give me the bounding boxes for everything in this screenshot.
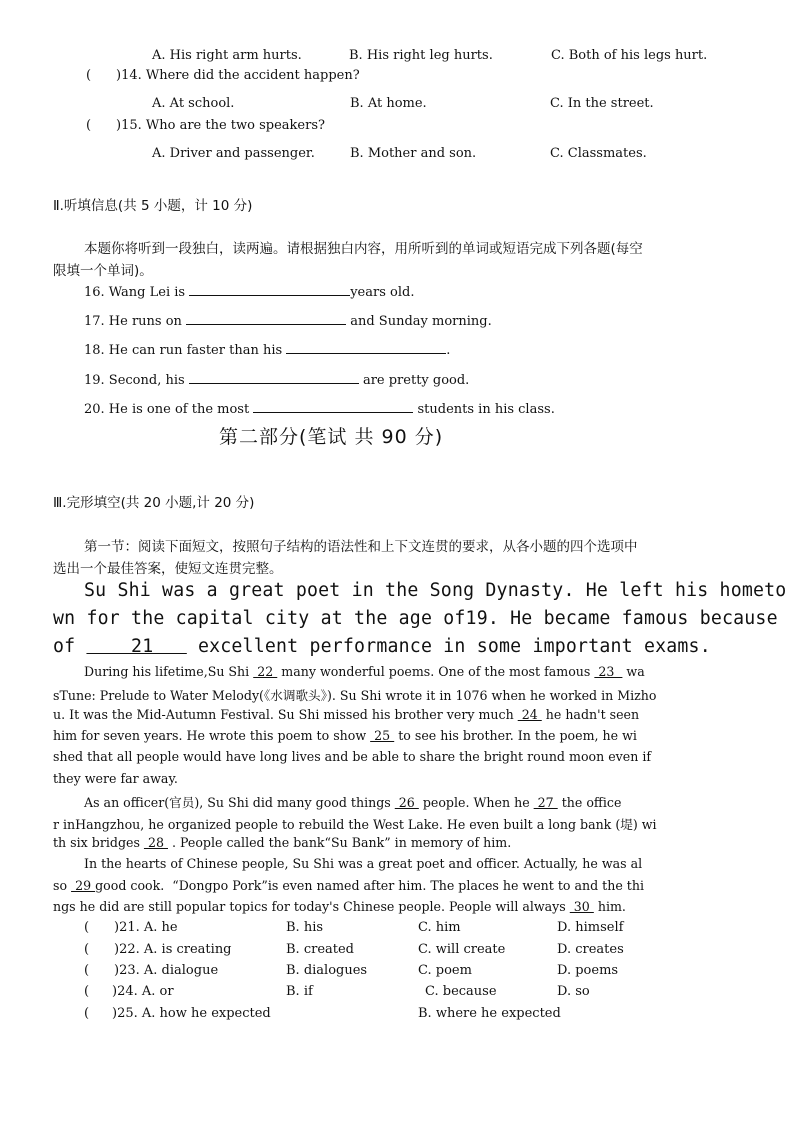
fill-item-text: students in his class. xyxy=(413,402,555,417)
q13-option-b: B. His right leg hurts. xyxy=(349,48,493,63)
q24-option-c: C. because xyxy=(425,984,497,999)
q22-option-b: B. created xyxy=(286,942,354,957)
answer-paren[interactable]: ( xyxy=(86,118,92,133)
question-25 xyxy=(84,1006,271,1021)
section-2-heading: Ⅱ.听填信息(共 5 小题，计 10 分) xyxy=(53,198,253,214)
fill-item-text: years old. xyxy=(350,285,415,300)
fill-item-text: and Sunday morning. xyxy=(346,314,492,329)
section-3-instruction-line1: 第一节：阅读下面短文，按照句子结构的语法性和上下文连贯的要求，从各小题的四个选项中 xyxy=(84,539,638,555)
blank-21[interactable]: 21 xyxy=(86,636,187,657)
passage-p3-line2 xyxy=(53,878,644,893)
fill-item-text: 16. Wang Lei is xyxy=(84,285,190,300)
passage-text: good cook. “Dongpo Pork”is even named after him. The places he went to and the thi xyxy=(95,878,645,893)
q21-option-c: C. him xyxy=(418,920,461,935)
blank-23[interactable]: 23 xyxy=(594,664,623,679)
q13-option-a: A. His right arm hurts. xyxy=(152,48,302,63)
fill-item-17 xyxy=(84,312,492,329)
question-24 xyxy=(84,984,174,999)
answer-paren[interactable]: ( xyxy=(86,68,92,83)
passage-text: As an officer(官员), Su Shi did many good things xyxy=(84,795,395,810)
blank-25[interactable]: 25 xyxy=(370,728,395,743)
answer-paren[interactable]: ( xyxy=(84,1006,90,1021)
fill-item-text: 18. He can run faster than his xyxy=(84,343,287,358)
passage-p3-line1: In the hearts of Chinese people, Su Shi was a great poet and officer. Actually, he was al xyxy=(84,856,643,871)
fill-item-19 xyxy=(84,371,469,388)
section-3-heading: Ⅲ.完形填空(共 20 小题,计 20 分) xyxy=(53,495,255,511)
answer-paren[interactable]: ( xyxy=(84,920,90,935)
passage-p3-line3 xyxy=(53,899,626,914)
passage-large-line1: Su Shi was a great poet in the Song Dynasty. He left his hometo xyxy=(84,580,787,601)
answer-blank[interactable] xyxy=(186,312,346,325)
q15-option-a: A. Driver and passenger. xyxy=(152,146,315,161)
passage-text: people. When he xyxy=(418,795,534,810)
q15-option-c: C. Classmates. xyxy=(550,146,647,161)
passage-p1-line2: sTune: Prelude to Water Melody(《水调歌头》). Su Shi wrote it in 1076 when he worked in Mizho xyxy=(53,688,657,703)
blank-22[interactable]: 22 xyxy=(253,664,278,679)
q14-option-b: B. At home. xyxy=(350,96,427,111)
q15-text: )15. Who are the two speakers? xyxy=(116,118,325,133)
q14-option-c: C. In the street. xyxy=(550,96,654,111)
fill-item-18 xyxy=(84,341,450,358)
q24-option-b: B. if xyxy=(286,984,313,999)
fill-item-text: . xyxy=(446,343,451,358)
fill-item-16 xyxy=(84,283,414,300)
passage-p1-line3 xyxy=(53,707,639,722)
passage-p2-line3 xyxy=(53,835,511,850)
passage-p1-line5: shed that all people would have long lives and be able to share the bright round moon even if xyxy=(53,749,652,764)
blank-27[interactable]: 27 xyxy=(533,795,558,810)
answer-blank[interactable] xyxy=(189,371,359,384)
passage-p2-line2: r inHangzhou, he organized people to rebuild the West Lake. He even built a long bank (堤) wi xyxy=(53,817,657,832)
passage-text: the office xyxy=(557,795,622,810)
passage-text: many wonderful poems. One of the most famous xyxy=(277,664,595,679)
fill-item-text: 17. He runs on xyxy=(84,314,187,329)
passage-p1-line4 xyxy=(53,728,637,743)
fill-item-20 xyxy=(84,400,555,417)
passage-large-line2: wn for the capital city at the age of19. He became famous because xyxy=(53,608,778,629)
blank-28[interactable]: 28 xyxy=(143,835,168,850)
q23-option-b: B. dialogues xyxy=(286,963,368,978)
fill-item-text: 19. Second, his xyxy=(84,373,189,388)
section-3-instruction-line2: 选出一个最佳答案，使短文连贯完整。 xyxy=(53,561,283,577)
q22-option-d: D. creates xyxy=(557,942,624,957)
fill-item-text: are pretty good. xyxy=(358,373,470,388)
q14-option-a: A. At school. xyxy=(152,96,235,111)
option-a: )22. A. is creating xyxy=(114,942,232,957)
fill-item-text: 20. He is one of the most xyxy=(84,402,254,417)
passage-text: During his lifetime,Su Shi xyxy=(84,664,254,679)
option-a: )21. A. he xyxy=(114,920,178,935)
answer-paren[interactable]: ( xyxy=(84,963,90,978)
passage-large-line3 xyxy=(53,636,711,657)
q21-option-b: B. his xyxy=(286,920,324,935)
answer-paren[interactable]: ( xyxy=(84,942,90,957)
blank-29[interactable]: 29 xyxy=(71,878,96,893)
q14-question xyxy=(86,68,360,83)
blank-26[interactable]: 26 xyxy=(394,795,419,810)
passage-text: u. It was the Mid-Autumn Festival. Su Shi missed his brother very much xyxy=(53,707,518,722)
passage-text: excellent performance in some important exams. xyxy=(186,636,711,657)
passage-p1-line6: they were far away. xyxy=(53,771,178,786)
q14-text: )14. Where did the accident happen? xyxy=(116,68,360,83)
blank-30[interactable]: 30 xyxy=(569,899,594,914)
passage-text: of xyxy=(53,636,87,657)
q22-option-c: C. will create xyxy=(418,942,506,957)
part-2-title: 第二部分(笔试 共 90 分) xyxy=(219,426,444,448)
q23-option-c: C. poem xyxy=(418,963,472,978)
question-22 xyxy=(84,942,232,957)
answer-blank[interactable] xyxy=(286,341,446,354)
passage-p2-line1 xyxy=(84,792,621,811)
q15-option-b: B. Mother and son. xyxy=(350,146,477,161)
passage-text: . People called the bank“Su Bank” in memory of him. xyxy=(167,835,512,850)
question-23 xyxy=(84,963,218,978)
section-2-instruction-line1: 本题你将听到一段独白，读两遍。请根据独白内容，用所听到的单词或短语完成下列各题(每空 xyxy=(84,241,643,257)
passage-text: him. xyxy=(593,899,626,914)
passage-text: wa xyxy=(622,664,645,679)
option-a: )23. A. dialogue xyxy=(114,963,219,978)
question-21 xyxy=(84,920,178,935)
q15-question xyxy=(86,118,325,133)
passage-text: he hadn't seen xyxy=(541,707,640,722)
passage-p1-line1 xyxy=(84,664,645,679)
option-a: )25. A. how he expected xyxy=(112,1006,271,1021)
q21-option-d: D. himself xyxy=(557,920,624,935)
q24-option-d: D. so xyxy=(557,984,590,999)
section-2-instruction-line2: 限填一个单词)。 xyxy=(53,263,153,279)
answer-blank[interactable] xyxy=(189,283,350,296)
q25-option-b: B. where he expected xyxy=(418,1006,561,1021)
passage-text: th six bridges xyxy=(53,835,144,850)
passage-text: him for seven years. He wrote this poem to show xyxy=(53,728,371,743)
answer-blank[interactable] xyxy=(253,400,413,413)
passage-text: ngs he did are still popular topics for today's Chinese people. People will always xyxy=(53,899,570,914)
option-a: )24. A. or xyxy=(112,984,174,999)
passage-text: to see his brother. In the poem, he wi xyxy=(394,728,637,743)
passage-text: so xyxy=(53,878,72,893)
answer-paren[interactable]: ( xyxy=(84,984,90,999)
q23-option-d: D. poems xyxy=(557,963,619,978)
blank-24[interactable]: 24 xyxy=(517,707,542,722)
q13-option-c: C. Both of his legs hurt. xyxy=(551,48,708,63)
